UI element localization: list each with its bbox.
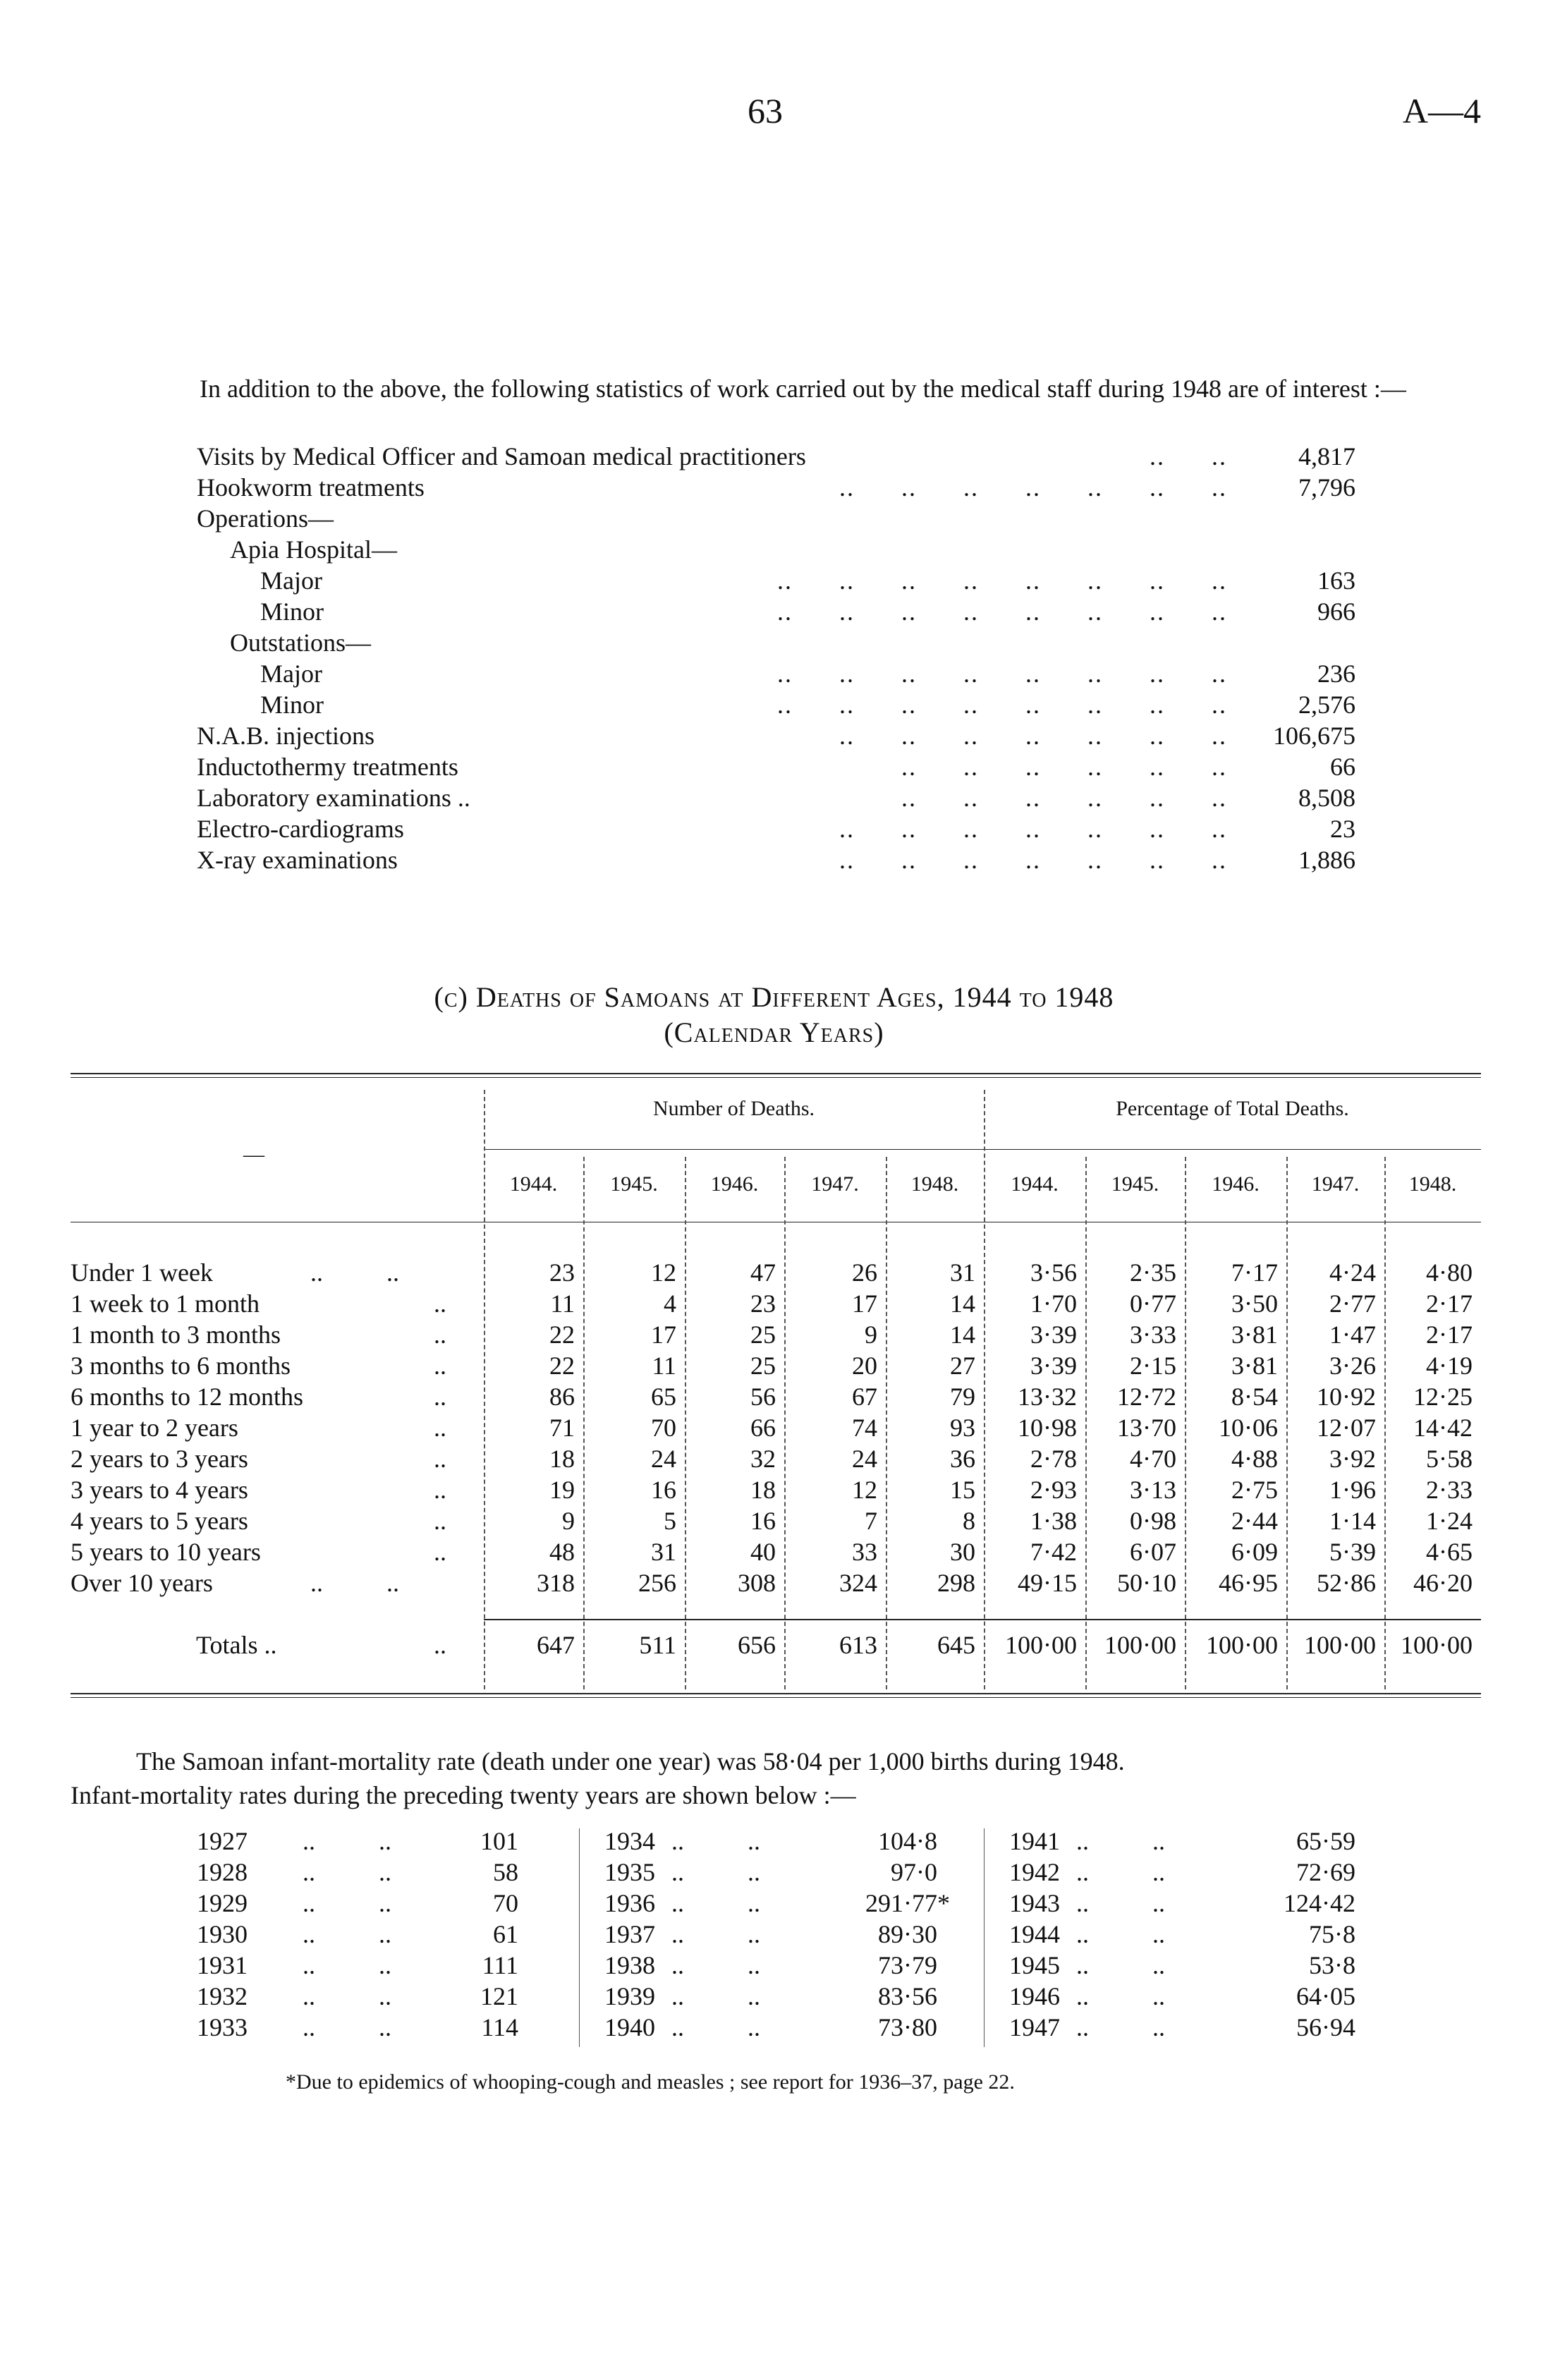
leader-dots: .. .. — [671, 1920, 760, 1948]
table-row-value: 65 — [651, 1383, 676, 1411]
leader-dots: .. .. — [1076, 2013, 1165, 2041]
leader-dots: .. — [434, 1476, 446, 1504]
stat-row — [197, 565, 1355, 596]
leader-dots: .. — [434, 1507, 446, 1535]
table-row-value: 12 — [852, 1476, 877, 1504]
table-row-value: 19 — [549, 1476, 575, 1504]
rate-year: 1932 — [197, 1982, 248, 2010]
stat-label: Outstations— — [230, 629, 372, 657]
rate-value: 83·56 — [878, 1982, 937, 2010]
table-row-value: 0·77 — [1130, 1289, 1176, 1318]
leader-dots: .. .. .. .. .. .. .. .. — [777, 691, 1227, 719]
table-row-value: 2·75 — [1231, 1476, 1278, 1504]
table-row-value: 33 — [852, 1538, 877, 1566]
stat-value: 966 — [1317, 597, 1355, 626]
stat-label: Minor — [260, 691, 324, 719]
table-row-value: 1·38 — [1030, 1507, 1077, 1535]
table-row-value: 2·17 — [1426, 1289, 1473, 1318]
table-row-value: 13·32 — [1018, 1383, 1077, 1411]
leader-dots: .. .. — [671, 1982, 760, 2010]
document-reference: A—4 — [1402, 91, 1481, 130]
totals-row-value: 645 — [937, 1631, 975, 1659]
rate-value: 73·80 — [878, 2013, 937, 2041]
stat-row — [197, 596, 1355, 627]
stat-row — [197, 658, 1355, 689]
table-row-value: 12 — [651, 1258, 676, 1287]
table-title: (c) Deaths of Samoans at Different Ages, 1944 to 1948 — [434, 981, 1114, 1013]
infant-mortality-intro: Infant-mortality rates during the preceding twenty years are shown below :— — [71, 1781, 856, 1809]
stat-row — [197, 503, 1355, 534]
table-row-value: 17 — [651, 1320, 676, 1349]
leader-dots: .. — [434, 1289, 446, 1318]
table-row-value: 18 — [750, 1476, 776, 1504]
leader-dots: .. .. — [671, 1827, 760, 1855]
table-row-value: 4·65 — [1426, 1538, 1473, 1566]
rate-year: 1928 — [197, 1858, 248, 1886]
totals-row-value: 100·00 — [1206, 1631, 1278, 1659]
table-row-value: 40 — [750, 1538, 776, 1566]
rate-value: 97·0 — [891, 1858, 937, 1886]
column-divider — [579, 1828, 580, 2047]
stat-row — [197, 441, 1355, 472]
year-header: 1944. — [509, 1172, 558, 1196]
table-row-value: 25 — [750, 1352, 776, 1380]
table-row-label: Under 1 week — [71, 1258, 213, 1287]
table-row-value: 50·10 — [1117, 1569, 1176, 1597]
table-row-value: 1·24 — [1426, 1507, 1473, 1535]
rate-year: 1947 — [1009, 2013, 1060, 2041]
table-row-value: 3·81 — [1231, 1320, 1278, 1349]
table-row-value: 13·70 — [1117, 1414, 1176, 1442]
table-row-value: 67 — [852, 1383, 877, 1411]
table-row-value: 5·39 — [1329, 1538, 1376, 1566]
table-row-value: 3·50 — [1231, 1289, 1278, 1318]
infant-mortality-paragraph: The Samoan infant-mortality rate (death under one year) was 58·04 per 1,000 births during 1948. — [136, 1747, 1125, 1775]
table-row-value: 7·17 — [1231, 1258, 1278, 1287]
table-row-value: 30 — [950, 1538, 975, 1566]
table-row-value: 3·81 — [1231, 1352, 1278, 1380]
stat-label: X-ray examinations — [197, 846, 398, 874]
leader-dots: .. .. — [310, 1258, 399, 1287]
totals-rule — [484, 1619, 1481, 1620]
table-row-value: 11 — [550, 1289, 575, 1318]
totals-row-value: 100·00 — [1104, 1631, 1176, 1659]
stat-value: 1,886 — [1298, 846, 1355, 874]
table-row-value: 52·86 — [1317, 1569, 1376, 1597]
table-row-value: 14 — [950, 1289, 975, 1318]
leader-dots: .. .. — [303, 1827, 391, 1855]
leader-dots: .. .. — [1150, 442, 1227, 470]
leader-dots: .. .. — [303, 1858, 391, 1886]
leader-dots: .. — [434, 1414, 446, 1442]
leader-dots: .. .. — [1076, 1858, 1165, 1886]
year-header: 1948. — [910, 1172, 959, 1196]
table-row-value: 324 — [839, 1569, 877, 1597]
table-row-value: 26 — [852, 1258, 877, 1287]
page-number: 63 — [748, 91, 783, 130]
rate-year: 1946 — [1009, 1982, 1060, 2010]
totals-row-value: 647 — [537, 1631, 575, 1659]
table-row-value: 66 — [750, 1414, 776, 1442]
table-row-value: 10·06 — [1219, 1414, 1278, 1442]
stat-row — [197, 534, 1355, 565]
table-row-value: 256 — [638, 1569, 676, 1597]
rate-value: 111 — [482, 1951, 518, 1979]
table-row-value: 74 — [852, 1414, 877, 1442]
table-row-value: 56 — [750, 1383, 776, 1411]
table-row-value: 4·19 — [1426, 1352, 1473, 1380]
leader-dots: .. .. — [303, 2013, 391, 2041]
rate-year: 1938 — [604, 1951, 655, 1979]
table-row-value: 1·47 — [1329, 1320, 1376, 1349]
table-row-value: 93 — [950, 1414, 975, 1442]
rate-year: 1934 — [604, 1827, 655, 1855]
rate-value: 72·69 — [1296, 1858, 1355, 1886]
table-row-value: 3·13 — [1130, 1476, 1176, 1504]
table-row-value: 25 — [750, 1320, 776, 1349]
rate-year: 1933 — [197, 2013, 248, 2041]
rate-value: 101 — [480, 1827, 518, 1855]
stat-row — [197, 720, 1355, 751]
stat-label: Apia Hospital— — [230, 535, 397, 564]
year-header: 1948. — [1408, 1172, 1457, 1196]
leader-dots: .. .. .. .. .. .. .. — [839, 815, 1227, 843]
rate-year: 1927 — [197, 1827, 248, 1855]
rate-year: 1940 — [604, 2013, 655, 2041]
table-row-value: 16 — [651, 1476, 676, 1504]
intro-paragraph: In addition to the above, the following statistics of work carried out by the medical staff during 1948 are of interest :— — [200, 375, 1406, 403]
leader-dots: .. .. — [671, 1951, 760, 1979]
table-row-label: 3 months to 6 months — [71, 1352, 291, 1380]
totals-row-value: 100·00 — [1401, 1631, 1473, 1659]
table-row-value: 7·42 — [1030, 1538, 1077, 1566]
leader-dots: .. .. .. .. .. .. .. — [839, 473, 1227, 502]
table-row-value: 12·25 — [1413, 1383, 1473, 1411]
table-row-value: 10·92 — [1317, 1383, 1376, 1411]
leader-dots: .. .. — [310, 1569, 399, 1597]
table-row-value: 4·24 — [1329, 1258, 1376, 1287]
table-row-value: 5·58 — [1426, 1445, 1473, 1473]
rate-year: 1935 — [604, 1858, 655, 1886]
rate-value: 124·42 — [1284, 1889, 1355, 1917]
rate-year: 1945 — [1009, 1951, 1060, 1979]
table-row-value: 4·70 — [1130, 1445, 1176, 1473]
table-row-value: 32 — [750, 1445, 776, 1473]
stat-label: Hookworm treatments — [197, 473, 425, 502]
table-row-label: 3 years to 4 years — [71, 1476, 248, 1504]
table-row-value: 24 — [651, 1445, 676, 1473]
rate-value: 73·79 — [878, 1951, 937, 1979]
table-row-value: 2·93 — [1030, 1476, 1077, 1504]
leader-dots: .. — [434, 1383, 446, 1411]
stat-label: Minor — [260, 597, 324, 626]
table-row-value: 46·20 — [1413, 1569, 1473, 1597]
totals-row-value: 511 — [639, 1631, 676, 1659]
leader-dots: .. — [434, 1445, 446, 1473]
table-row-value: 12·72 — [1117, 1383, 1176, 1411]
table-row-label: 1 year to 2 years — [71, 1414, 238, 1442]
rate-value: 65·59 — [1296, 1827, 1355, 1855]
leader-dots: .. — [434, 1538, 446, 1566]
table-row-value: 1·96 — [1329, 1476, 1376, 1504]
stat-value: 66 — [1330, 753, 1355, 781]
table-row-value: 27 — [950, 1352, 975, 1380]
table-row-value: 36 — [950, 1445, 975, 1473]
table-row-value: 3·92 — [1329, 1445, 1376, 1473]
leader-dots: .. .. — [671, 1858, 760, 1886]
rate-year: 1944 — [1009, 1920, 1060, 1948]
year-header: 1945. — [610, 1172, 658, 1196]
table-row-value: 2·17 — [1426, 1320, 1473, 1349]
table-row-value: 1·70 — [1030, 1289, 1077, 1318]
leader-dots: .. .. — [1076, 1920, 1165, 1948]
rate-value: 70 — [493, 1889, 518, 1917]
table-row-value: 31 — [950, 1258, 975, 1287]
rate-value: 58 — [493, 1858, 518, 1886]
rate-value: 89·30 — [878, 1920, 937, 1948]
table-row-value: 4·88 — [1231, 1445, 1278, 1473]
stat-row — [197, 627, 1355, 658]
table-row-value: 3·33 — [1130, 1320, 1176, 1349]
table-row-value: 49·15 — [1018, 1569, 1077, 1597]
table-row-value: 3·39 — [1030, 1352, 1077, 1380]
table-row-value: 3·56 — [1030, 1258, 1077, 1287]
year-header: 1947. — [1311, 1172, 1360, 1196]
leader-dots: .. .. — [1076, 1982, 1165, 2010]
rate-value: 114 — [481, 2013, 518, 2041]
stat-value: 163 — [1317, 566, 1355, 595]
table-row-value: 6·09 — [1231, 1538, 1278, 1566]
table-row-value: 20 — [852, 1352, 877, 1380]
stat-value: 7,796 — [1298, 473, 1355, 502]
table-row-value: 3·39 — [1030, 1320, 1077, 1349]
table-row-value: 9 — [865, 1320, 877, 1349]
rate-year: 1942 — [1009, 1858, 1060, 1886]
leader-dots: .. — [434, 1631, 446, 1659]
stat-label: Operations— — [197, 504, 334, 533]
table-row-value: 6·07 — [1130, 1538, 1176, 1566]
table-rule — [71, 1073, 1481, 1074]
table-row-value: 14·42 — [1413, 1414, 1473, 1442]
table-row-value: 46·95 — [1219, 1569, 1278, 1597]
table-rule — [71, 1077, 1481, 1078]
stat-row — [197, 813, 1355, 844]
table-row-value: 3·26 — [1329, 1352, 1376, 1380]
rate-year: 1936 — [604, 1889, 655, 1917]
leader-dots: .. .. .. .. .. .. .. — [839, 722, 1227, 750]
leader-dots: .. .. — [671, 1889, 760, 1917]
table-row-value: 7 — [865, 1507, 877, 1535]
stat-label: Major — [260, 660, 322, 688]
totals-row-value: 656 — [738, 1631, 776, 1659]
table-row-label: 1 week to 1 month — [71, 1289, 260, 1318]
stat-label: N.A.B. injections — [197, 722, 374, 750]
table-row-value: 318 — [537, 1569, 575, 1597]
stat-row — [197, 751, 1355, 782]
table-row-value: 8·54 — [1231, 1383, 1278, 1411]
stat-label: Laboratory examinations .. — [197, 784, 470, 812]
table-row-value: 22 — [549, 1320, 575, 1349]
table-row-value: 71 — [549, 1414, 575, 1442]
year-header: 1944. — [1011, 1172, 1059, 1196]
table-row-value: 2·35 — [1130, 1258, 1176, 1287]
year-header: 1946. — [1212, 1172, 1260, 1196]
table-row-label: 5 years to 10 years — [71, 1538, 261, 1566]
table-row-value: 2·33 — [1426, 1476, 1473, 1504]
rate-value: 291·77* — [865, 1889, 950, 1917]
rate-value: 56·94 — [1296, 2013, 1355, 2041]
table-row-value: 308 — [738, 1569, 776, 1597]
table-row-value: 86 — [549, 1383, 575, 1411]
table-row-value: 31 — [651, 1538, 676, 1566]
leader-dots: .. .. — [1076, 1827, 1165, 1855]
table-row-value: 4 — [664, 1289, 676, 1318]
rate-value: 104·8 — [878, 1827, 937, 1855]
year-header: 1946. — [710, 1172, 759, 1196]
stat-value: 2,576 — [1298, 691, 1355, 719]
table-row-label: 1 month to 3 months — [71, 1320, 281, 1349]
rate-year: 1937 — [604, 1920, 655, 1948]
stat-row — [197, 844, 1355, 875]
table-row-value: 2·78 — [1030, 1445, 1077, 1473]
leader-dots: .. .. .. .. .. .. — [901, 753, 1227, 781]
table-row-value: 1·14 — [1329, 1507, 1376, 1535]
table-row-value: 23 — [750, 1289, 776, 1318]
leader-dots: .. .. — [303, 1920, 391, 1948]
table-row-value: 23 — [549, 1258, 575, 1287]
group-header-number: Number of Deaths. — [652, 1097, 815, 1120]
stat-label: Inductothermy treatments — [197, 753, 458, 781]
stat-value: 8,508 — [1298, 784, 1355, 812]
table-row-value: 2·77 — [1329, 1289, 1376, 1318]
leader-dots: .. .. .. .. .. .. .. — [839, 846, 1227, 874]
table-row-value: 10·98 — [1018, 1414, 1077, 1442]
footnote: *Due to epidemics of whooping-cough and measles ; see report for 1936–37, page 22. — [286, 2070, 1015, 2094]
rate-year: 1931 — [197, 1951, 248, 1979]
rate-value: 75·8 — [1309, 1920, 1355, 1948]
table-row-value: 12·07 — [1317, 1414, 1376, 1442]
year-header: 1945. — [1111, 1172, 1159, 1196]
table-row-value: 24 — [852, 1445, 877, 1473]
table-row-value: 18 — [549, 1445, 575, 1473]
stat-row — [197, 782, 1355, 813]
stat-value: 23 — [1330, 815, 1355, 843]
stat-row — [197, 689, 1355, 720]
leader-dots: .. .. .. .. .. .. — [901, 784, 1227, 812]
table-row-label: 6 months to 12 months — [71, 1383, 304, 1411]
table-rule — [71, 1693, 1481, 1694]
column-divider — [984, 1828, 985, 2047]
table-row-value: 22 — [549, 1352, 575, 1380]
table-row-value: 4·80 — [1426, 1258, 1473, 1287]
stat-label: Visits by Medical Officer and Samoan medical practitioners — [197, 442, 806, 470]
stat-value: 4,817 — [1298, 442, 1355, 470]
table-row-value: 2·44 — [1231, 1507, 1278, 1535]
table-row-value: 0·98 — [1130, 1507, 1176, 1535]
table-row-value: 48 — [549, 1538, 575, 1566]
leader-dots: .. .. — [303, 1889, 391, 1917]
leader-dots: .. .. — [1076, 1951, 1165, 1979]
leader-dots: .. .. — [303, 1951, 391, 1979]
table-row-value: 8 — [963, 1507, 975, 1535]
table-row-value: 16 — [750, 1507, 776, 1535]
rate-value: 53·8 — [1309, 1951, 1355, 1979]
table-row-value: 14 — [950, 1320, 975, 1349]
table-row-label: 4 years to 5 years — [71, 1507, 248, 1535]
rate-year: 1943 — [1009, 1889, 1060, 1917]
rate-year: 1930 — [197, 1920, 248, 1948]
stat-value: 236 — [1317, 660, 1355, 688]
rate-year: 1941 — [1009, 1827, 1060, 1855]
table-row-value: 9 — [562, 1507, 575, 1535]
leader-dots: .. .. .. .. .. .. .. .. — [777, 597, 1227, 626]
table-rule — [484, 1149, 1481, 1150]
leader-dots: .. .. — [303, 1982, 391, 2010]
rate-value: 61 — [493, 1920, 518, 1948]
totals-row-value: 100·00 — [1304, 1631, 1376, 1659]
stat-label: Electro-cardiograms — [197, 815, 404, 843]
table-row-value: 15 — [950, 1476, 975, 1504]
stat-row — [197, 472, 1355, 503]
rate-year: 1929 — [197, 1889, 248, 1917]
rate-year: 1939 — [604, 1982, 655, 2010]
leader-dots: .. .. .. .. .. .. .. .. — [777, 660, 1227, 688]
leader-dots: .. .. — [671, 2013, 760, 2041]
table-subtitle: (Calendar Years) — [664, 1016, 884, 1048]
table-row-value: 79 — [950, 1383, 975, 1411]
table-row-value: 11 — [652, 1352, 676, 1380]
table-row-value: 47 — [750, 1258, 776, 1287]
table-row-value: 70 — [651, 1414, 676, 1442]
table-rule — [71, 1697, 1481, 1698]
table-row-value: 5 — [664, 1507, 676, 1535]
totals-row-value: 613 — [839, 1631, 877, 1659]
year-header: 1947. — [811, 1172, 859, 1196]
leader-dots: .. .. .. .. .. .. .. .. — [777, 566, 1227, 595]
rate-value: 121 — [480, 1982, 518, 2010]
table-row-label: 2 years to 3 years — [71, 1445, 248, 1473]
leader-dots: .. — [434, 1352, 446, 1380]
totals-row-value: 100·00 — [1005, 1631, 1077, 1659]
table-row-value: 298 — [937, 1569, 975, 1597]
table-row-label: Over 10 years — [71, 1569, 213, 1597]
table-row-value: 2·15 — [1130, 1352, 1176, 1380]
table-row-value: 17 — [852, 1289, 877, 1318]
stub-header: — — [243, 1143, 264, 1166]
group-header-percentage: Percentage of Total Deaths. — [1116, 1097, 1349, 1120]
leader-dots: .. .. — [1076, 1889, 1165, 1917]
totals-row-label: Totals .. — [196, 1631, 277, 1659]
stat-value: 106,675 — [1273, 722, 1355, 750]
stat-label: Major — [260, 566, 322, 595]
rate-value: 64·05 — [1296, 1982, 1355, 2010]
leader-dots: .. — [434, 1320, 446, 1349]
